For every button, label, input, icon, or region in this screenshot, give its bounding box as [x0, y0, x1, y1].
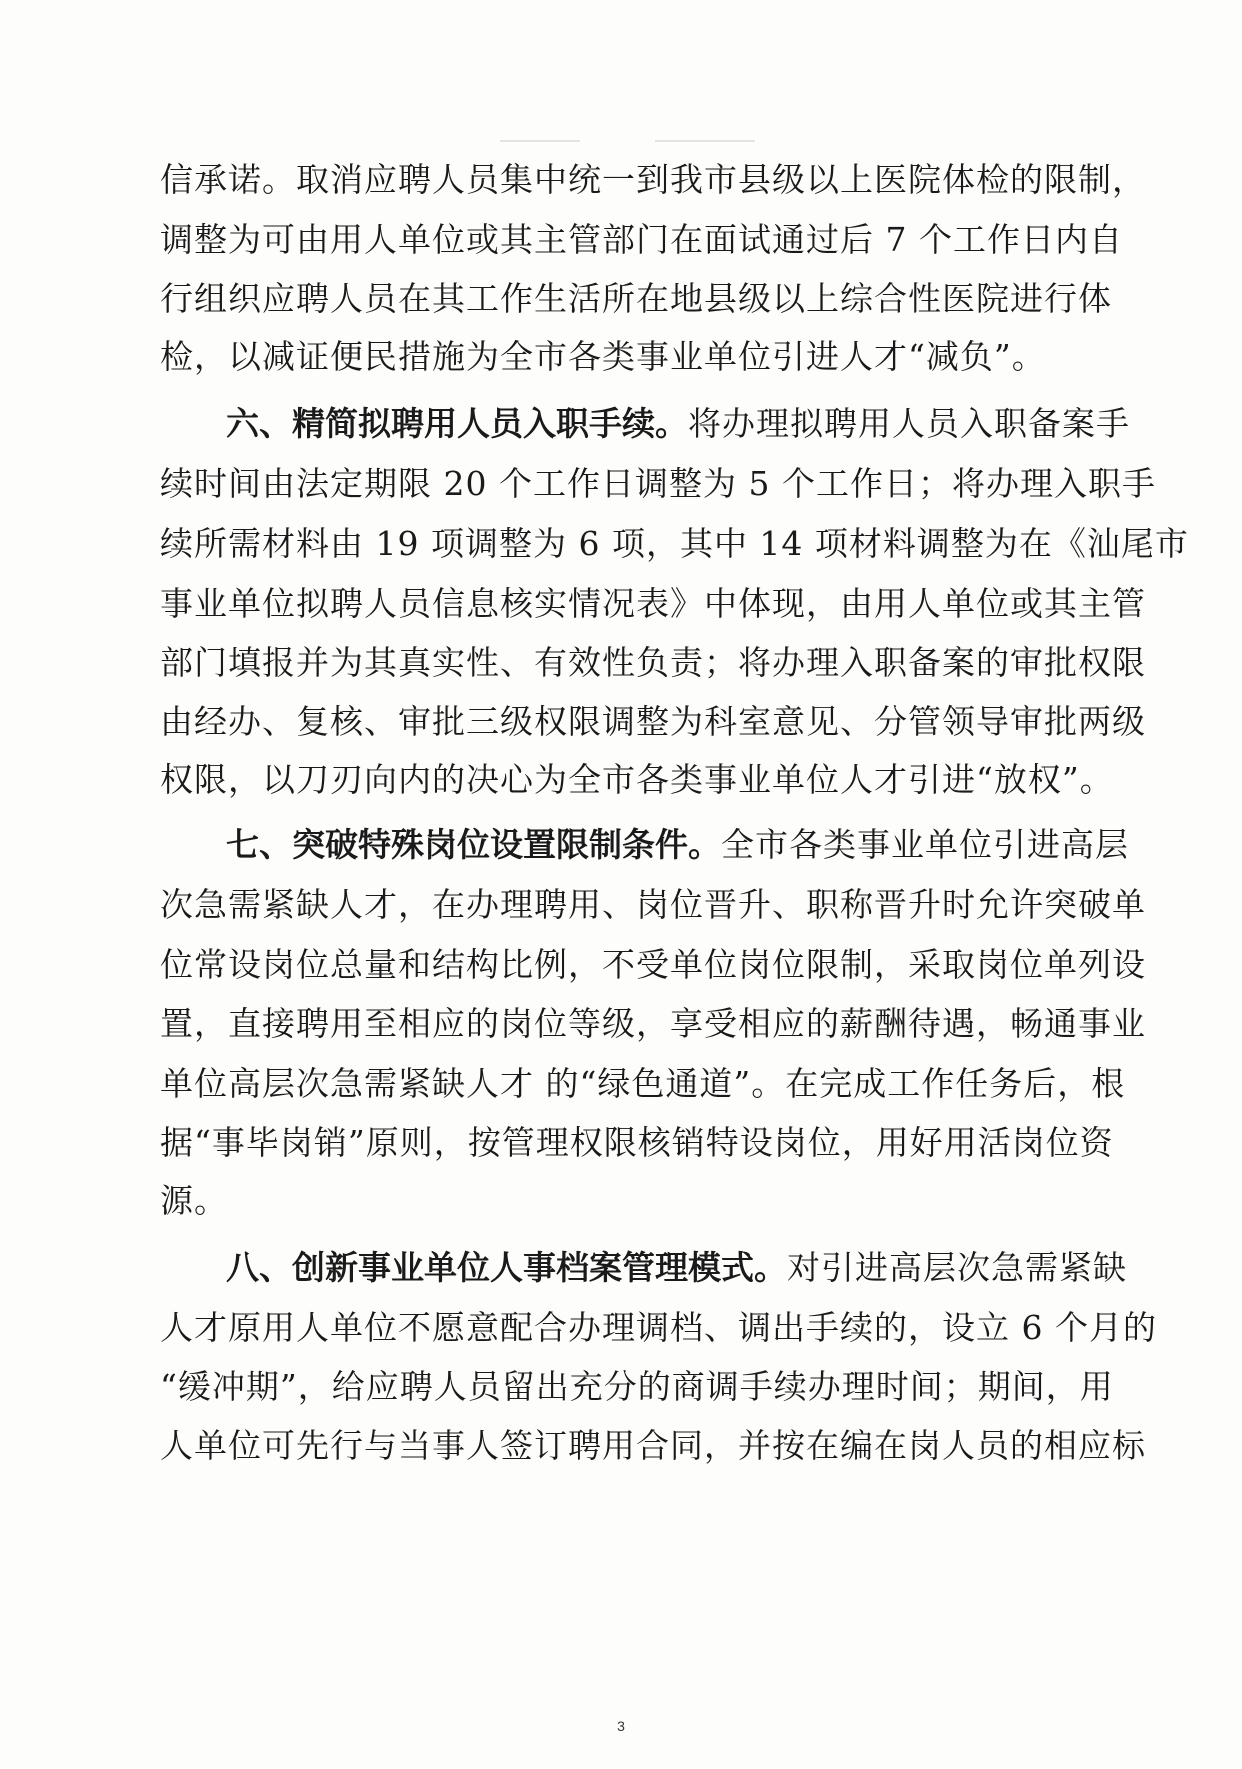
scan-artifact [500, 140, 580, 142]
section-heading: 八、创新事业单位人事档案管理模式。 [226, 1248, 787, 1287]
paragraph-first-line [226, 825, 1129, 865]
text-line: 权限，以刀刃向内的决心为全市各类事业单位人才引进“放权”。 [160, 760, 1114, 799]
text-line: 位常设岗位总量和结构比例，不受单位岗位限制，采取岗位单列设 [160, 945, 1146, 984]
scan-artifact [655, 140, 755, 142]
text-line: 事业单位拟聘人员信息核实情况表》中体现，由用人单位或其主管 [160, 584, 1146, 623]
text-line: 行组织应聘人员在其工作生活所在地县级以上综合性医院进行体 [160, 279, 1112, 318]
text-line: 检，以减证便民措施为全市各类事业单位引进人才“减负”。 [160, 337, 1046, 376]
text-line: 置，直接聘用至相应的岗位等级，享受相应的薪酬待遇，畅通事业 [160, 1004, 1146, 1043]
text-line: 源。 [160, 1181, 228, 1220]
text-line: 单位高层次急需紧缺人才 的“绿色通道”。在完成工作任务后，根 [160, 1064, 1126, 1103]
text-line: 调整为可由用人单位或其主管部门在面试通过后 7 个工作日内自 [160, 220, 1123, 259]
text-line: 部门填报并为其真实性、有效性负责；将办理入职备案的审批权限 [160, 643, 1146, 682]
paragraph-first-line [226, 404, 1130, 444]
section-heading: 七、突破特殊岗位设置限制条件。 [226, 825, 721, 864]
text-line: “缓冲期”，给应聘人员留出充分的商调手续办理时间；期间，用 [160, 1367, 1114, 1406]
section-heading: 六、精简拟聘用人员入职手续。 [226, 404, 688, 443]
text-line: 人单位可先行与当事人签订聘用合同，并按在编在岗人员的相应标 [160, 1426, 1146, 1465]
text-line: 续所需材料由 19 项调整为 6 项，其中 14 项材料调整为在《汕尾市 [160, 524, 1189, 563]
paragraph-text: 对引进高层次急需紧缺 [787, 1248, 1127, 1287]
text-line: 由经办、复核、审批三级权限调整为科室意见、分管领导审批两级 [160, 702, 1146, 741]
text-line: 人才原用人单位不愿意配合办理调档、调出手续的，设立 6 个月的 [160, 1308, 1157, 1347]
paragraph-text: 全市各类事业单位引进高层 [721, 825, 1129, 864]
text-line: 信承诺。取消应聘人员集中统一到我市县级以上医院体检的限制， [160, 160, 1146, 199]
text-line: 续时间由法定期限 20 个工作日调整为 5 个工作日；将办理入职手 [160, 464, 1156, 503]
page-number: 3 [617, 1718, 625, 1734]
text-line: 据“事毕岗销”原则，按管理权限核销特设岗位，用好用活岗位资 [160, 1123, 1114, 1162]
text-line: 次急需紧缺人才，在办理聘用、岗位晋升、职称晋升时允许突破单 [160, 885, 1146, 924]
paragraph-text: 将办理拟聘用人员入职备案手 [688, 404, 1130, 443]
paragraph-first-line [226, 1248, 1127, 1288]
